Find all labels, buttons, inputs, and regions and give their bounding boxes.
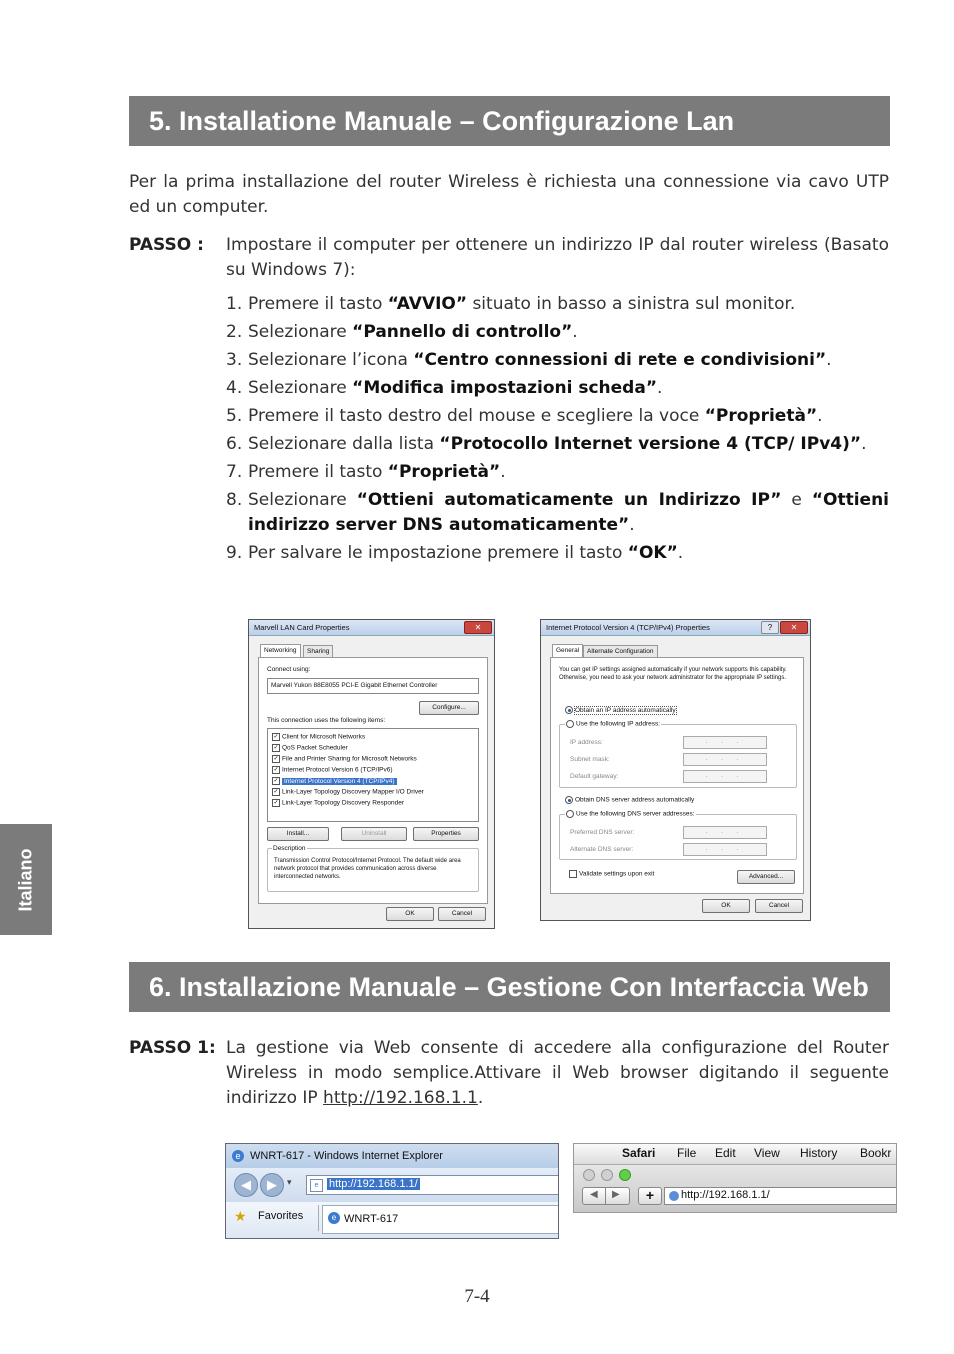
menu-view[interactable]: View: [754, 1146, 780, 1160]
tab-sharing[interactable]: Sharing: [303, 645, 333, 658]
tab-general[interactable]: General: [552, 644, 583, 658]
list-item: 4. Selezionare “Modifica impostazioni scheda”.: [226, 378, 663, 398]
dns-group: [559, 810, 797, 860]
tab-wnrt-617[interactable]: [322, 1205, 559, 1234]
tab-networking[interactable]: Networking: [260, 644, 301, 658]
menu-edit[interactable]: Edit: [715, 1146, 736, 1160]
alternate-dns-label: Alternate DNS server:: [570, 846, 634, 853]
subnet-label: Subnet mask:: [570, 756, 610, 763]
use-dns-radio[interactable]: Use the following DNS server addresses:: [565, 810, 696, 818]
side-tab-label: Italiano: [15, 848, 36, 912]
adapter-field: [267, 678, 479, 694]
list-item: 2. Selezionare “Pannello di controllo”.: [226, 322, 578, 342]
safari-address-bar[interactable]: [664, 1187, 897, 1205]
info-text: You can get IP settings assigned automatically if your network supports this capability. Otherwise, you need to ask your network administrator for the appropriate IP settings.: [559, 667, 787, 681]
list-item[interactable]: ✓ File and Printer Sharing for Microsoft Networks: [273, 755, 417, 763]
dialog-title: Internet Protocol Version 4 (TCP/IPv4) Properties: [546, 623, 710, 632]
tab-alternate-configuration[interactable]: Alternate Configuration: [583, 645, 658, 658]
dialog-titlebar: [541, 620, 810, 636]
alternate-dns-field[interactable]: . . .: [683, 843, 767, 856]
gateway-field[interactable]: . . .: [683, 770, 767, 783]
gateway-label: Default gateway:: [570, 773, 619, 780]
close-icon[interactable]: ✕: [780, 621, 808, 634]
favorites-label[interactable]: Favorites: [258, 1210, 304, 1222]
connect-using-label: Connect using:: [267, 666, 311, 673]
zoom-window-icon[interactable]: [619, 1169, 631, 1181]
menu-history[interactable]: History: [800, 1146, 838, 1160]
history-dropdown-icon[interactable]: ▾: [287, 1177, 292, 1187]
list-item: 7. Premere il tasto “Proprietà”.: [226, 462, 506, 482]
passo-label: PASSO :: [129, 235, 204, 255]
back-forward-buttons: [582, 1187, 630, 1205]
router-url-link[interactable]: http://192.168.1.1: [323, 1088, 478, 1108]
list-item: 8. Selezionare “Ottieni automaticamente un Indirizzo IP” e “Ottieni indirizzo server DNS automaticamente”.: [226, 490, 889, 535]
preferred-dns-label: Preferred DNS server:: [570, 829, 635, 836]
list-item: 6. Selezionare dalla lista “Protocollo Internet versione 4 (TCP/ IPv4)”.: [226, 434, 867, 454]
configure-button[interactable]: Configure...: [419, 701, 479, 715]
back-icon[interactable]: ◀: [234, 1173, 258, 1197]
install-button[interactable]: Install...: [267, 827, 329, 841]
close-window-icon[interactable]: [583, 1169, 595, 1181]
description-label: Description: [273, 845, 306, 852]
list-item[interactable]: ✓ Link-Layer Topology Discovery Responder: [273, 799, 404, 807]
ie-address-bar[interactable]: [306, 1175, 559, 1195]
tab-label: WNRT-617: [344, 1213, 399, 1225]
forward-icon[interactable]: ▶: [260, 1173, 284, 1197]
ok-button[interactable]: OK: [386, 907, 434, 921]
ip-address-label: IP address:: [570, 739, 603, 746]
ie-logo-icon: e: [232, 1150, 244, 1162]
steps-list: [226, 292, 889, 569]
passo-text: Impostare il computer per ottenere un indirizzo IP dal router wireless (Basato su Windows 7):: [226, 235, 889, 280]
description-text: Transmission Control Protocol/Internet Protocol. The default wide area network protocol that provides communication across diverse interconnected networks.: [274, 858, 461, 880]
ip-group: [559, 720, 797, 788]
language-side-tab: [0, 824, 52, 935]
back-icon[interactable]: ◀: [590, 1189, 598, 1200]
subnet-field[interactable]: . . .: [683, 753, 767, 766]
globe-icon: [669, 1191, 679, 1201]
ip-address-field[interactable]: . . .: [683, 736, 767, 749]
list-item-selected[interactable]: ✓ Internet Protocol Version 4 (TCP/IPv4): [273, 777, 395, 785]
validate-checkbox[interactable]: Validate settings upon exit: [569, 870, 654, 878]
advanced-button[interactable]: Advanced...: [737, 870, 795, 884]
lan-properties-dialog: [248, 619, 495, 929]
page-icon: e: [310, 1179, 323, 1192]
ipv4-properties-dialog: [540, 619, 811, 921]
list-item: 1. Premere il tasto “AVVIO” situato in basso a sinistra sul monitor.: [226, 294, 796, 314]
menu-bookmarks[interactable]: Bookr: [860, 1146, 892, 1160]
section-6-title: 6. Installazione Manuale – Gestione Con Interfaccia Web: [129, 962, 890, 1012]
menu-safari[interactable]: Safari: [622, 1146, 656, 1160]
dialog-titlebar: [249, 620, 494, 636]
list-item[interactable]: ✓ Link-Layer Topology Discovery Mapper I/O Driver: [273, 788, 424, 796]
items-list: [267, 728, 479, 822]
safari-toolbar: [574, 1165, 896, 1212]
ie-navbar: [226, 1168, 558, 1202]
list-item[interactable]: ✓ QoS Packet Scheduler: [273, 744, 348, 752]
close-icon[interactable]: ✕: [464, 621, 492, 634]
use-ip-radio[interactable]: Use the following IP address:: [565, 720, 661, 728]
help-icon[interactable]: ?: [761, 621, 779, 634]
list-item: 9. Per salvare le impostazione premere il tasto “OK”.: [226, 543, 684, 563]
section-5-title: 5. Installatione Manuale – Configurazione Lan: [129, 96, 890, 146]
favorites-star-icon[interactable]: ★: [234, 1208, 247, 1224]
ie-favorites-bar: [226, 1202, 558, 1238]
intro-text: Per la prima installazione del router Wireless è richiesta una connessione via cavo UTP ed un computer.: [129, 172, 889, 217]
list-item: 3. Selezionare l’icona “Centro connessioni di rete e condivisioni”.: [226, 350, 832, 370]
safari-browser-screenshot: [573, 1143, 897, 1213]
list-item: 5. Premere il tasto destro del mouse e scegliere la voce “Proprietà”.: [226, 406, 823, 426]
passo-1-label: PASSO 1:: [129, 1038, 216, 1058]
dialog-title: Marvell LAN Card Properties: [254, 623, 350, 632]
uninstall-button[interactable]: Uninstall: [341, 827, 407, 841]
ie-titlebar: [226, 1144, 558, 1168]
passo-1-text: La gestione via Web consente di accedere alla configurazione del Router Wireless in modo semplice.Attivare il Web browser digitando il seguente indirizzo IP http://192.168.1.1.: [226, 1038, 889, 1108]
minimize-window-icon[interactable]: [601, 1169, 613, 1181]
mac-menubar: [574, 1144, 896, 1165]
ok-button[interactable]: OK: [702, 899, 750, 913]
list-item[interactable]: ✓ Internet Protocol Version 6 (TCP/IPv6): [273, 766, 393, 774]
ie-browser-screenshot: [225, 1143, 559, 1239]
items-label: This connection uses the following items:: [267, 717, 386, 724]
menu-file[interactable]: File: [677, 1146, 697, 1160]
tab-ie-icon: e: [328, 1212, 340, 1224]
description-group: [267, 845, 479, 892]
cancel-button[interactable]: Cancel: [438, 907, 486, 921]
properties-button[interactable]: Properties: [413, 827, 479, 841]
forward-icon[interactable]: ▶: [612, 1189, 620, 1200]
preferred-dns-field[interactable]: . . .: [683, 826, 767, 839]
add-bookmark-icon[interactable]: +: [638, 1187, 662, 1205]
cancel-button[interactable]: Cancel: [755, 899, 803, 913]
networking-pane: [258, 657, 488, 904]
ie-window-title: WNRT-617 - Windows Internet Explorer: [250, 1150, 443, 1162]
divider: [605, 1188, 606, 1204]
adapter-name: Marvell Yukon 88E8055 PCI-E Gigabit Ethernet Controller: [271, 682, 438, 689]
ie-address-text: http://192.168.1.1/: [329, 1178, 418, 1190]
obtain-dns-radio[interactable]: Obtain DNS server address automatically: [565, 796, 694, 804]
list-item[interactable]: ✓ Client for Microsoft Networks: [273, 733, 366, 741]
page-number: 7-4: [464, 1286, 490, 1307]
obtain-ip-radio[interactable]: Obtain an IP address automatically: [565, 706, 676, 714]
general-pane: [550, 657, 804, 894]
divider: [318, 1205, 319, 1231]
safari-address-text: http://192.168.1.1/: [681, 1189, 770, 1201]
